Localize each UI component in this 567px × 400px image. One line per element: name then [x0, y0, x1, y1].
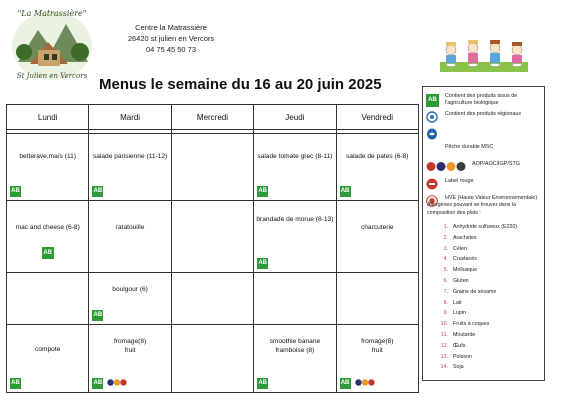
- menu-table: [6, 104, 419, 393]
- menu-cell: [336, 201, 418, 273]
- bio-label-icon: AB: [10, 186, 21, 197]
- quality-labels-icon: [107, 378, 127, 387]
- list-item: 11. Moutarde: [441, 331, 476, 338]
- day-header-jeudi: Jeudi: [254, 105, 336, 130]
- menu-cell: [171, 273, 253, 325]
- bio-label-icon: AB: [257, 186, 268, 197]
- legend-text: Contient des produits régionaux: [445, 111, 522, 117]
- legend-text: Contient des produits issus de l'agriculture biologique: [445, 93, 518, 106]
- list-item: 4. Crustacés: [443, 256, 477, 263]
- menu-cell: [336, 325, 418, 393]
- aop-igp-labels-icon: [426, 161, 470, 172]
- menu-cell: [254, 134, 336, 201]
- dish-text: compote: [35, 346, 61, 353]
- day-header-mardi: Mardi: [89, 105, 171, 130]
- legend-text: Pêche durable MSC: [445, 144, 494, 150]
- legend-text: HVE (Haute Valeur Environnementale): [445, 195, 538, 201]
- list-item: 13. Poisson: [440, 353, 472, 360]
- list-item: 14. Soja: [440, 364, 464, 371]
- bio-label-icon: AB: [340, 186, 351, 197]
- dish-text: brandade de morue (8-13): [256, 216, 334, 223]
- dish-text: betterave,maïs (11): [19, 153, 77, 160]
- label-rouge-icon: [426, 178, 438, 190]
- list-item: 10. Fruits à coques: [440, 321, 490, 328]
- center-phone: 04 75 45 50 73: [145, 45, 197, 54]
- list-item: 9. Lupin: [443, 310, 466, 317]
- menu-cell: [7, 273, 89, 325]
- dish-text: fromage(8) fruit: [113, 338, 147, 354]
- day-header-mercredi: Mercredi: [171, 105, 253, 130]
- bio-label-icon: AB: [257, 378, 268, 389]
- menu-cell: [7, 325, 89, 393]
- menu-cell: [89, 325, 171, 393]
- day-header-vendredi: Vendredi: [336, 105, 418, 130]
- menu-cell: [254, 201, 336, 273]
- dish-text: fromage(8) fruit: [361, 338, 394, 354]
- menu-cell: [254, 325, 336, 393]
- allergen-title: Allergènes pouvant se trouver dans la composition des plats :: [427, 202, 516, 216]
- allergen-list: [437, 222, 517, 373]
- bio-label-icon: AB: [92, 378, 103, 389]
- children-eating-illustration: [438, 36, 530, 76]
- bio-label-icon: AB: [257, 258, 268, 269]
- bio-label-icon: AB: [340, 378, 351, 389]
- table-row: [7, 325, 419, 393]
- dish-text: salade de pates (6-8): [346, 153, 409, 160]
- table-row: [7, 134, 419, 201]
- msc-fish-icon: [426, 128, 438, 140]
- bio-label-icon: AB: [10, 378, 21, 389]
- table-row: [7, 273, 419, 325]
- legend-text: AOP/AOC/IGP/STG: [472, 161, 520, 167]
- legend-panel: [422, 86, 545, 381]
- list-item: 1. Anhydride sulfureux (E220): [443, 224, 518, 230]
- quality-labels-icon: [355, 378, 375, 387]
- dish-text: salade parisienne (11-12): [92, 153, 168, 160]
- menu-cell: [89, 201, 171, 273]
- svg-text:"La Matrassière": "La Matrassière": [17, 9, 87, 18]
- menu-cell: [89, 273, 171, 325]
- center-address: 26420 st julien en Vercors: [127, 34, 215, 43]
- dish-text: mac and cheese (6-8): [15, 224, 80, 231]
- center-info: [96, 22, 246, 55]
- menu-cell: [171, 134, 253, 201]
- dish-text: salade tomate grec (8-11): [257, 153, 333, 160]
- regional-products-icon: [426, 111, 438, 123]
- list-item: 8. Lait: [443, 299, 462, 306]
- menu-cell: [7, 134, 89, 201]
- list-item: 7. Graine de sésame: [443, 288, 497, 295]
- list-item: 2. Arachides: [443, 234, 477, 241]
- menu-cell: [171, 325, 253, 393]
- list-item: 5. Mollusque: [443, 267, 478, 274]
- menu-cell: [89, 134, 171, 201]
- center-name: Centre la Matrassière: [135, 23, 207, 32]
- page-title: Menus le semaine du 16 au 20 juin 2025: [99, 76, 382, 93]
- list-item: 3. Céleri: [443, 245, 467, 252]
- dish-text: boulgour (6): [112, 286, 148, 293]
- list-item: 6. Gluten: [443, 277, 469, 284]
- list-item: 12. Œufs: [440, 342, 466, 349]
- menu-cell: [7, 201, 89, 273]
- bio-label-icon: AB: [42, 247, 54, 259]
- bio-label-icon: AB: [92, 310, 103, 321]
- table-row: [7, 201, 419, 273]
- menu-cell: [254, 273, 336, 325]
- svg-text:St Julien en Vercors: St Julien en Vercors: [16, 72, 88, 80]
- dish-text: ratatouille: [115, 224, 145, 231]
- menu-cell: [336, 273, 418, 325]
- dish-text: smoothie banane framboise (8): [269, 338, 321, 354]
- dish-text: charcuterie: [360, 224, 394, 231]
- menu-cell: [171, 201, 253, 273]
- menu-cell: [336, 134, 418, 201]
- bio-label-icon: AB: [92, 186, 103, 197]
- bio-label-icon: AB: [426, 94, 439, 107]
- center-logo: [8, 2, 96, 84]
- legend-text: Label rouge: [445, 178, 474, 184]
- day-header-lundi: Lundi: [7, 105, 89, 130]
